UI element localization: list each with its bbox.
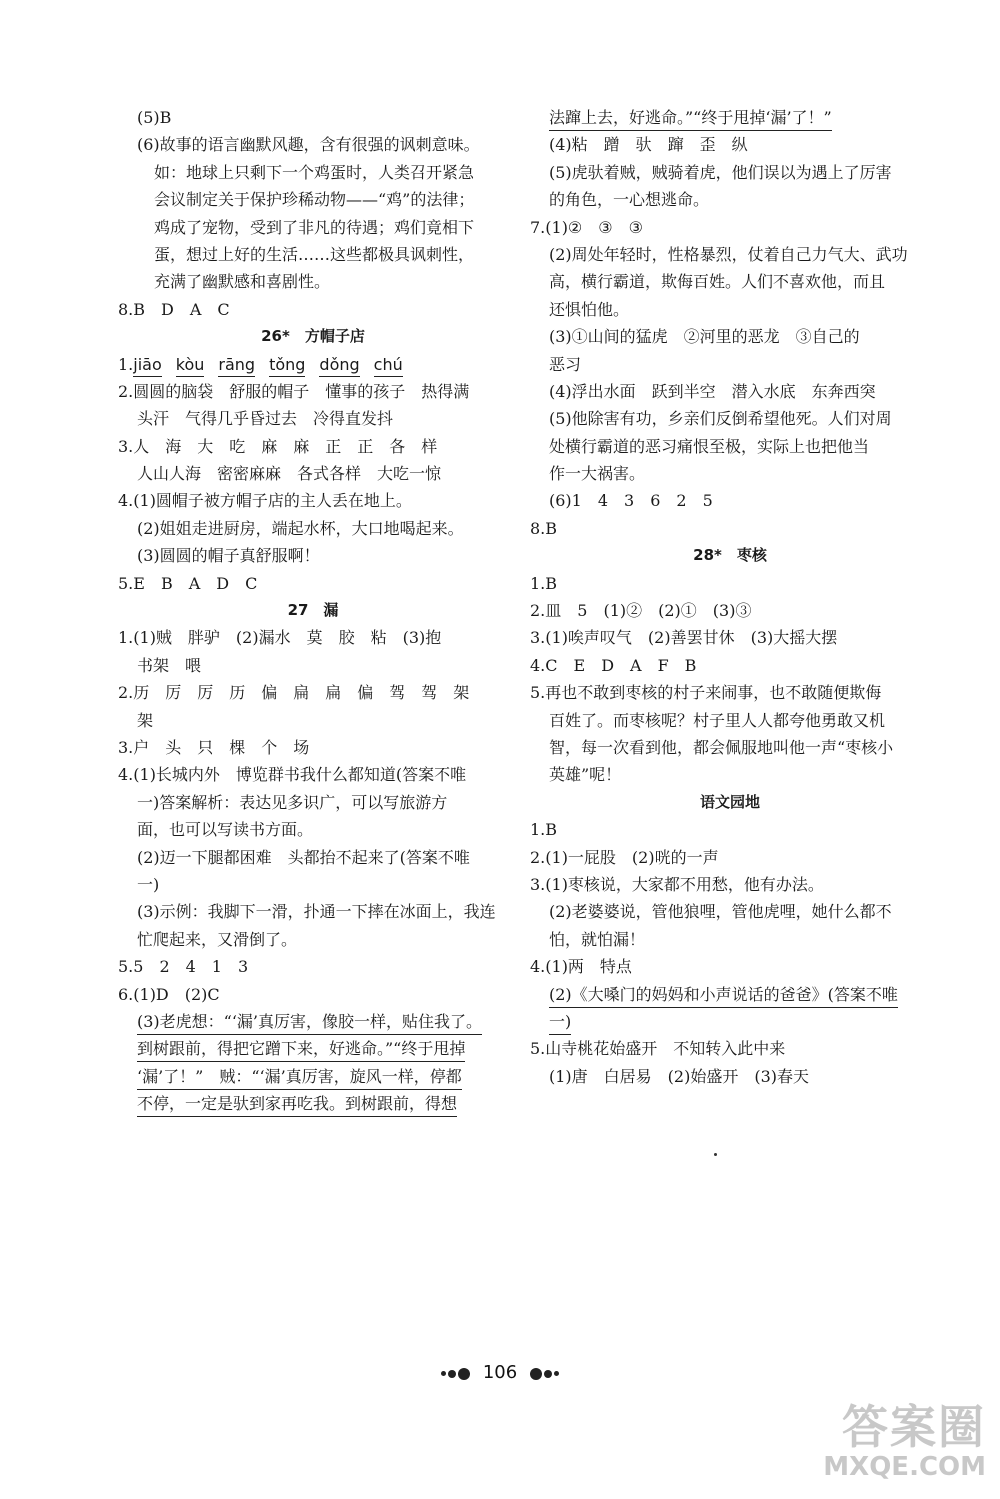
answer-text: 人山人海 密密麻麻 各式各样 大吃一惊 xyxy=(137,464,442,484)
answer-text: (2)老婆婆说，管他狼哩，管他虎哩，她什么都不 xyxy=(549,902,892,922)
answer-line xyxy=(530,898,930,925)
answer-text: 处横行霸道的恶习痛恨至极，实际上也把他当 xyxy=(549,436,870,456)
answer-text: 鸡成了宠物，受到了非凡的待遇；鸡们竟相下 xyxy=(154,217,475,237)
answer-text: 8.B D A C xyxy=(118,299,230,319)
underlined-answer-text: (3)老虎想：“‘漏’真厉害，像胶一样，贴住我了。 xyxy=(137,1010,482,1035)
footer-ornament-right-icon xyxy=(529,1363,560,1384)
answer-line xyxy=(118,707,508,734)
answer-text: 百姓了。而枣核呢？村子里人人都夸他勇敢又机 xyxy=(549,710,886,730)
answer-line xyxy=(530,981,930,1008)
answer-line xyxy=(530,159,930,186)
footer-ornament-left-icon xyxy=(440,1363,471,1384)
answer-line xyxy=(118,351,508,378)
answer-line xyxy=(530,104,930,131)
answer-text: 4.C E D A F B xyxy=(530,655,697,675)
answer-text: 2.圆圆的脑袋 舒服的帽子 懂事的孩子 热得满 xyxy=(118,381,470,401)
answer-text: 3.(1)唉声叹气 (2)善罢甘休 (3)大摇大摆 xyxy=(530,628,838,648)
answer-text: 头汗 气得几乎昏过去 冷得直发抖 xyxy=(137,409,394,429)
answer-text: 书架 喂 xyxy=(137,655,202,675)
answer-line xyxy=(118,542,508,569)
page-number: 106 xyxy=(482,1362,518,1383)
answer-text: (4)浮出水面 跃到半空 潜入水底 东奔西突 xyxy=(549,381,876,401)
answer-text: 语文园地 xyxy=(699,792,760,811)
answer-line xyxy=(118,1063,508,1090)
answer-text: (1)唐 白居易 (2)始盛开 (3)春天 xyxy=(549,1066,809,1086)
answer-line xyxy=(118,296,508,323)
answer-line xyxy=(118,104,508,131)
print-speck xyxy=(714,1153,717,1156)
answer-text: 会议制定关于保护珍稀动物——“鸡”的法律； xyxy=(154,190,475,210)
answer-text: 7.(1)② ③ ③ xyxy=(530,217,643,237)
answer-text: 5.5 2 4 1 3 xyxy=(118,957,249,977)
answer-line xyxy=(118,487,508,514)
answer-text: 2.(1)一屁股 (2)咣的一声 xyxy=(530,847,719,867)
answer-text: 4.(1)长城内外 博览群书我什么都知道(答案不唯 xyxy=(118,765,467,785)
answer-text: 恶习 xyxy=(549,354,582,374)
answer-line xyxy=(530,953,930,980)
section-title xyxy=(118,597,508,624)
answer-text: 8.B xyxy=(530,518,558,538)
answer-line xyxy=(530,378,930,405)
answer-line xyxy=(530,323,930,350)
page-footer xyxy=(0,1362,1000,1384)
answer-line xyxy=(118,159,508,186)
pinyin-answer: chú xyxy=(374,354,403,377)
answer-line xyxy=(530,1063,930,1090)
answer-line xyxy=(530,1035,930,1062)
answer-text: 忙爬起来，又滑倒了。 xyxy=(137,929,298,949)
section-title xyxy=(118,323,508,350)
answer-text: 28* 枣核 xyxy=(693,546,767,565)
answer-text: 27 漏 xyxy=(287,601,339,620)
pinyin-answer: jiāo xyxy=(133,354,161,377)
answer-text: (5)他除害有功，乡亲们反倒希望他死。人们对周 xyxy=(549,409,892,429)
answer-text: (5)B xyxy=(137,108,172,127)
answer-line xyxy=(118,268,508,295)
answer-line xyxy=(118,378,508,405)
answer-text: 1.(1)贼 胖驴 (2)漏水 莫 胶 粘 (3)抱 xyxy=(118,628,442,648)
answer-text: 26* 方帽子店 xyxy=(261,327,365,346)
answer-text: 1.B xyxy=(530,573,558,593)
answer-text: 还惧怕他。 xyxy=(549,299,630,319)
answer-line xyxy=(118,1008,508,1035)
pinyin-answer: tǒng xyxy=(269,354,305,377)
answer-text: 蛋，想过上好的生活……这些都极具讽刺性， xyxy=(154,244,475,264)
answer-text: 面，也可以写读书方面。 xyxy=(137,820,314,840)
watermark-text: 答案圈 xyxy=(842,1400,986,1454)
answer-text: 一)答案解析：表达见多识广，可以写旅游方 xyxy=(137,792,448,812)
underlined-answer-text: 法蹿上去，好逃命。”“终于甩掉‘漏’了！” xyxy=(549,106,832,131)
answer-line xyxy=(530,679,930,706)
answer-line xyxy=(118,871,508,898)
answer-text: 充满了幽默感和喜剧性。 xyxy=(154,272,331,292)
answer-line xyxy=(118,652,508,679)
answer-text: (2)周处年轻时，性格暴烈，仗着自己力气大、武功 xyxy=(549,244,908,264)
underlined-answer-text: 一) xyxy=(549,1010,571,1035)
underlined-answer-text: ‘漏’了！” 贼：“‘漏’真厉害，旋风一样，停都 xyxy=(137,1065,462,1090)
answer-line xyxy=(530,570,930,597)
answer-line xyxy=(530,844,930,871)
answer-line xyxy=(530,926,930,953)
answer-text: (3)示例：我脚下一滑，扑通一下摔在冰面上，我连 xyxy=(137,902,496,922)
underlined-answer-text: (2)《大嗓门的妈妈和小声说话的爸爸》(答案不唯 xyxy=(549,983,898,1008)
answer-text: 英雄”呢！ xyxy=(549,765,622,785)
answer-text: 一) xyxy=(137,874,160,894)
answer-line xyxy=(530,597,930,624)
underlined-answer-text: 不停，一定是驮到家再吃我。到树跟前，得想 xyxy=(137,1092,457,1117)
answer-line xyxy=(530,351,930,378)
answer-line xyxy=(118,844,508,871)
answer-text: 1.B xyxy=(530,820,558,840)
answer-text: 作一大祸害。 xyxy=(549,464,646,484)
answer-text: (4)粘 蹭 驮 蹿 歪 纵 xyxy=(549,135,748,155)
answer-line xyxy=(118,624,508,651)
answer-text: (3)①山间的猛虎 ②河里的恶龙 ③自己的 xyxy=(549,327,860,347)
answer-text: (2)姐姐走进厨房，端起水杯，大口地喝起来。 xyxy=(137,518,464,538)
answer-line xyxy=(118,1035,508,1062)
answer-text: (2)迈一下腿都困难 头都抬不起来了(答案不唯 xyxy=(137,847,470,867)
answer-text: 4.(1)圆帽子被方帽子店的主人丢在地上。 xyxy=(118,491,412,511)
answer-text: 的角色，一心想逃命。 xyxy=(549,190,710,210)
answer-text: 4.(1)两 特点 xyxy=(530,957,632,977)
answer-line xyxy=(118,1090,508,1117)
answer-line xyxy=(530,268,930,295)
answer-line xyxy=(530,515,930,542)
answer-line xyxy=(118,761,508,788)
answer-line xyxy=(530,1008,930,1035)
answer-line xyxy=(530,296,930,323)
answer-line xyxy=(118,433,508,460)
answer-text: 高，横行霸道，欺侮百姓。人们不喜欢他，而且 xyxy=(549,272,886,292)
answer-line xyxy=(118,460,508,487)
underlined-answer-text: 到树跟前，得把它蹭下来，好逃命。”“终于甩掉 xyxy=(137,1037,465,1062)
answer-line xyxy=(118,570,508,597)
answer-line xyxy=(530,214,930,241)
watermark-logo xyxy=(823,1400,986,1482)
answer-text: 如：地球上只剩下一个鸡蛋时，人类召开紧急 xyxy=(154,162,475,182)
watermark-url: MXQE.COM xyxy=(823,1452,986,1482)
section-title xyxy=(530,789,930,816)
answer-text: 3.户 头 只 棵 个 场 xyxy=(118,737,310,757)
pinyin-answer: rāng xyxy=(218,354,255,377)
answer-text: 2.历 厉 厉 历 偏 扁 扁 偏 驾 驾 架 xyxy=(118,683,470,703)
answer-text: 5.山寺桃花始盛开 不知转入此中来 xyxy=(530,1039,786,1059)
answer-line xyxy=(530,816,930,843)
answer-line xyxy=(118,816,508,843)
answer-line xyxy=(118,789,508,816)
answer-text: (3)圆圆的帽子真舒服啊！ xyxy=(137,546,320,566)
answer-line xyxy=(530,131,930,158)
answer-line xyxy=(118,898,508,925)
answer-text: 5.再也不敢到枣核的村子来闹事，也不敢随便欺侮 xyxy=(530,683,882,703)
answer-line xyxy=(118,405,508,432)
answer-line xyxy=(530,734,930,761)
answer-line xyxy=(118,241,508,268)
answer-line xyxy=(118,515,508,542)
answer-line xyxy=(530,487,930,514)
answer-text: 5.E B A D C xyxy=(118,573,258,593)
answer-text: 3.人 海 大 吃 麻 麻 正 正 各 样 xyxy=(118,436,438,456)
answer-line xyxy=(118,186,508,213)
right-column xyxy=(530,104,930,1090)
answer-line xyxy=(530,707,930,734)
pinyin-answer: kòu xyxy=(176,354,205,377)
answer-text: 架 xyxy=(137,710,154,730)
answer-line xyxy=(530,761,930,788)
answer-line xyxy=(118,926,508,953)
answer-text: 1. xyxy=(118,354,134,374)
answer-line xyxy=(530,241,930,268)
left-column xyxy=(118,104,508,1117)
answer-line xyxy=(530,405,930,432)
answer-text: 2.皿 5 (1)② (2)① (3)③ xyxy=(530,601,752,621)
answer-line xyxy=(530,652,930,679)
answer-line xyxy=(118,679,508,706)
answer-line xyxy=(530,871,930,898)
answer-line xyxy=(118,214,508,241)
answer-text: 智，每一次看到他，都会佩服地叫他一声“枣核小 xyxy=(549,737,894,757)
answer-line xyxy=(530,433,930,460)
answer-line xyxy=(118,981,508,1008)
answer-line xyxy=(530,624,930,651)
pinyin-answer: dǒng xyxy=(319,354,359,377)
answer-text: (5)虎驮着贼，贼骑着虎，他们误以为遇上了厉害 xyxy=(549,162,892,182)
answer-line xyxy=(530,186,930,213)
answer-line xyxy=(530,460,930,487)
answer-text: (6)1 4 3 6 2 5 xyxy=(549,491,713,511)
answer-line xyxy=(118,953,508,980)
answer-line xyxy=(118,734,508,761)
section-title xyxy=(530,542,930,569)
answer-text: 6.(1)D (2)C xyxy=(118,984,220,1004)
answer-text: (6)故事的语言幽默风趣，含有很强的讽刺意味。 xyxy=(137,135,480,155)
answer-line xyxy=(118,131,508,158)
answer-text: 3.(1)枣核说，大家都不用愁，他有办法。 xyxy=(530,874,824,894)
answer-text: 怕，就怕漏！ xyxy=(549,929,646,949)
